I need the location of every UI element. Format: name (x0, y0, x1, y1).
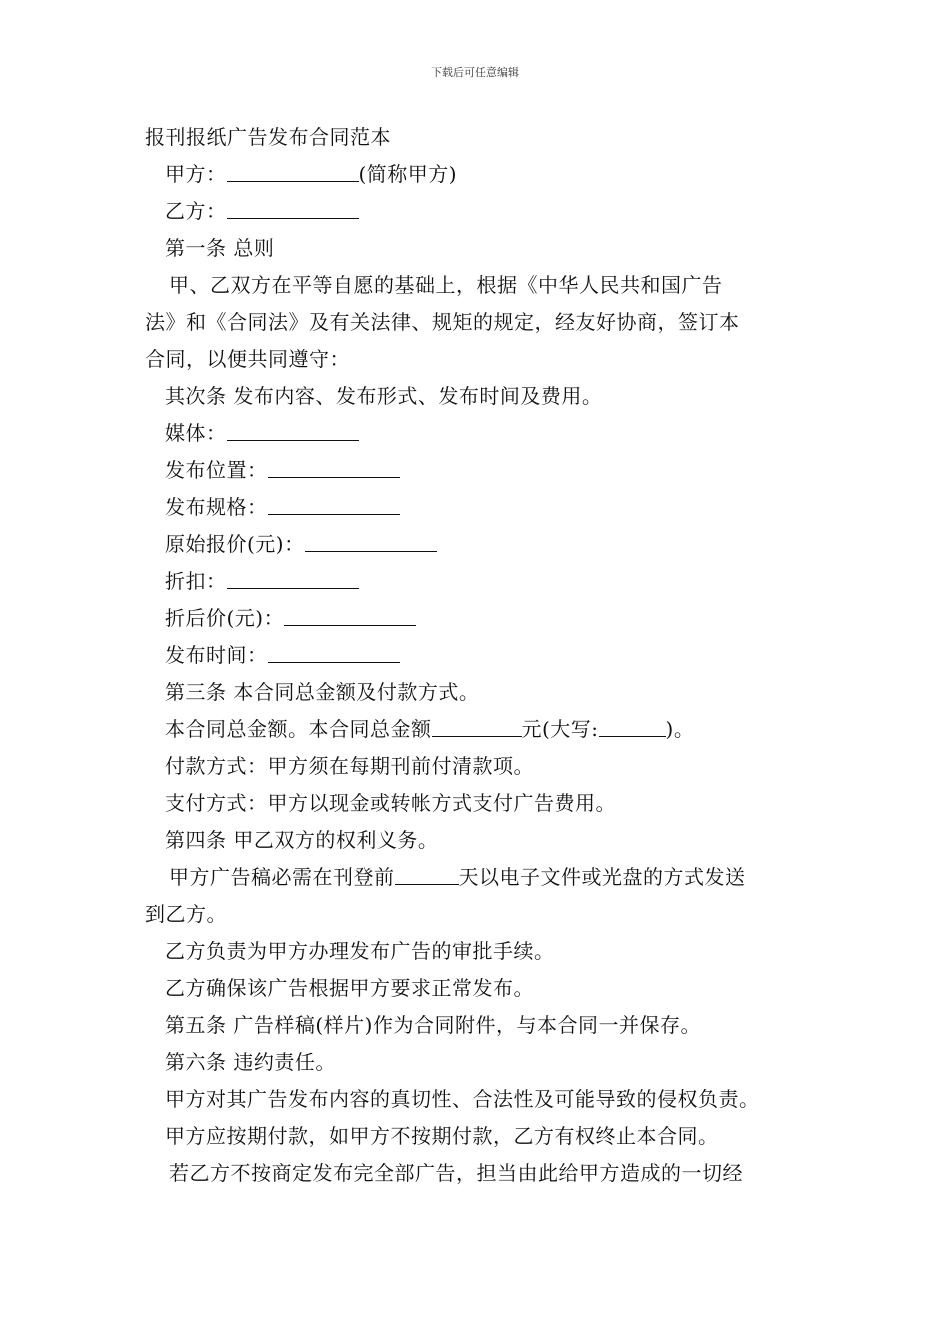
total-amount-text: 本合同总金额。本合同总金额 (165, 717, 432, 741)
media-line (165, 415, 830, 452)
spec-blank (268, 492, 400, 515)
total-amount-blank (432, 714, 522, 737)
total-amount-close: )。 (665, 717, 695, 741)
article-5: 第五条 广告样稿(样片)作为合同附件，与本合同一并保存。 (165, 1013, 701, 1037)
time-blank (268, 640, 400, 663)
party-a-blank (227, 159, 359, 182)
spec-label: 发布规格： (165, 495, 268, 519)
total-amount-line (165, 711, 830, 748)
article-6-para-2: 甲方应按期付款，如甲方不按期付款，乙方有权终止本合同。 (165, 1124, 719, 1148)
article-1-title: 第一条 总则 (165, 236, 275, 260)
article-3-title: 第三条 本合同总金额及付款方式。 (165, 680, 480, 704)
total-amount-uppercase-blank (599, 714, 666, 737)
article-6-para-1: 甲方对其广告发布内容的真切性、合法性及可能导致的侵权负责。 (165, 1087, 760, 1111)
party-b-label: 乙方： (165, 199, 227, 223)
discount-blank (227, 566, 359, 589)
position-label: 发布位置： (165, 458, 268, 482)
article-4-para-1-text-a: 甲方广告稿必需在刊登前 (169, 865, 395, 889)
article-6-para-3: 若乙方不按商定发布完全部广告，担当由此给甲方造成的一切经 (169, 1161, 743, 1185)
submission-days-blank (395, 862, 459, 885)
disc-price-label: 折后价(元)： (165, 606, 285, 630)
article-4-para-1-line-1 (169, 859, 834, 896)
time-line (165, 637, 830, 674)
party-a-line (165, 156, 830, 193)
article-4-para-3: 乙方确保该广告根据甲方要求正常发布。 (165, 976, 534, 1000)
article-4-para-1-text-b: 天以电子文件或光盘的方式发送 (458, 865, 746, 889)
payment-method-line: 付款方式：甲方须在每期刊前付清款项。 (165, 754, 534, 778)
disc-price-blank (284, 603, 416, 626)
payment-type-line: 支付方式：甲方以现金或转帐方式支付广告费用。 (165, 791, 616, 815)
orig-price-line (165, 526, 830, 563)
total-amount-uppercase-label: 元(大写: (521, 717, 599, 741)
spec-line (165, 489, 830, 526)
party-a-label: 甲方： (165, 162, 227, 186)
article-2-title: 其次条 发布内容、发布形式、发布时间及费用。 (165, 384, 603, 408)
discount-label: 折扣： (165, 569, 227, 593)
article-1-para-line-2: 法》和《合同法》及有关法律、规矩的规定，经友好协商，签订本 (145, 310, 740, 334)
article-4-para-2: 乙方负责为甲方办理发布广告的审批手续。 (165, 939, 555, 963)
media-label: 媒体： (165, 421, 227, 445)
time-label: 发布时间： (165, 643, 268, 667)
disc-price-line (165, 600, 830, 637)
article-6-title: 第六条 违约责任。 (165, 1050, 336, 1074)
orig-price-label: 原始报价(元)： (165, 532, 305, 556)
article-4-title: 第四条 甲乙双方的权利义务。 (165, 828, 439, 852)
discount-line (165, 563, 830, 600)
article-1-para-line-1: 甲、乙双方在平等自愿的基础上，根据《中华人民共和国广告 (169, 273, 723, 297)
party-b-line (165, 193, 830, 230)
document-title: 报刊报纸广告发布合同范本 (145, 125, 391, 149)
position-blank (268, 455, 400, 478)
article-1-para-line-3: 合同，以便共同遵守： (145, 347, 350, 371)
article-4-para-1-line-2: 到乙方。 (145, 902, 227, 926)
media-blank (227, 418, 359, 441)
party-b-blank (227, 196, 359, 219)
orig-price-blank (305, 529, 437, 552)
page-header-note: 下载后可任意编辑 (431, 66, 519, 79)
position-line (165, 452, 830, 489)
party-a-suffix: (简称甲方) (358, 162, 458, 186)
